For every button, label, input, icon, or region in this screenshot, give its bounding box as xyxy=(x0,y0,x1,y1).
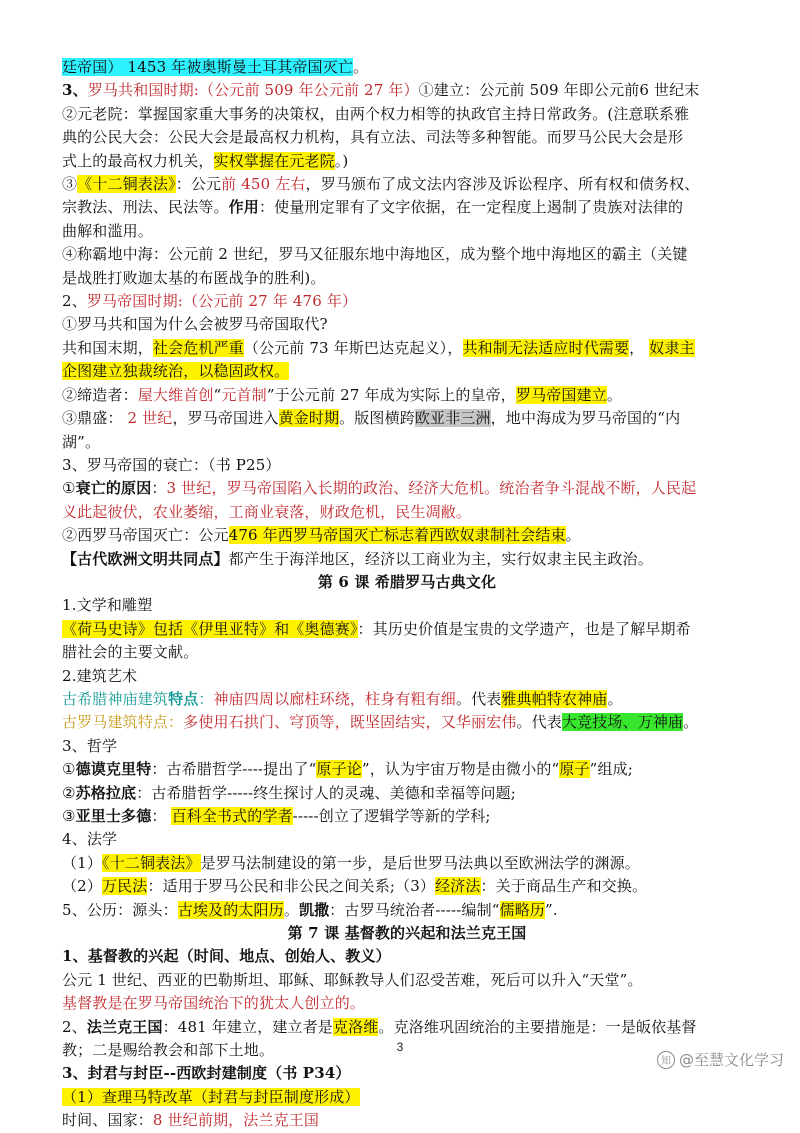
text-segment: 凯撒 xyxy=(298,900,330,919)
text-line xyxy=(62,594,752,617)
text-segment: 。 xyxy=(683,713,699,732)
text-segment: 2、 xyxy=(62,1017,87,1036)
text-segment: “ xyxy=(213,385,222,404)
text-segment: ：其历史价值是宝贵的文学遗产，也是了解早期希 xyxy=(357,619,691,638)
text-segment: 。 xyxy=(283,900,299,919)
text-line xyxy=(62,431,752,454)
text-segment: 。 xyxy=(607,689,623,708)
text-segment: 。 xyxy=(565,526,581,545)
text-segment: ①罗马共和国为什么会被罗马帝国取代? xyxy=(62,315,328,334)
page-number: 3 xyxy=(396,1040,404,1054)
text-segment: 4、法学 xyxy=(62,830,118,849)
text-line xyxy=(62,267,752,290)
text-segment: ，地中海成为罗马帝国的“内 xyxy=(490,409,681,428)
text-segment: 义此起彼伏，农业萎缩，工商业衰落，财政危机，民生凋敝。 xyxy=(62,502,472,521)
text-line xyxy=(62,220,752,243)
text-line xyxy=(62,641,752,664)
text-line xyxy=(62,243,752,266)
text-segment: -----创立了逻辑学等新的学科; xyxy=(292,807,491,825)
text-segment: 亚里士多德 xyxy=(75,807,152,825)
text-segment: 法兰克王国 xyxy=(86,1017,163,1036)
text-segment: 2、 xyxy=(62,292,87,311)
text-segment: 黄金时期 xyxy=(278,409,340,428)
text-segment: 廷帝国） 1453 年被奥斯曼土耳其帝国灭亡 xyxy=(62,58,354,76)
text-line xyxy=(62,290,752,313)
text-line xyxy=(62,150,752,173)
text-segment: 腊社会的主要文献。 xyxy=(62,643,199,662)
text-segment: 苏格拉底 xyxy=(75,783,137,802)
text-line xyxy=(62,945,752,968)
watermark xyxy=(657,1049,784,1070)
text-line xyxy=(62,524,752,547)
text-segment: 企图建立独裁统治，以稳固政权。 xyxy=(62,362,290,381)
text-line xyxy=(62,313,752,336)
text-segment: ②西罗马帝国灭亡：公元 xyxy=(62,526,229,545)
text-segment: 1、基督教的兴起（时间、地点、创始人、教义） xyxy=(62,947,391,966)
text-line xyxy=(62,688,752,711)
text-segment: 5、公历：源头： xyxy=(62,900,178,919)
text-segment: ，罗马帝国进入 xyxy=(172,409,279,428)
text-segment: ：关于商品生产和交换。 xyxy=(480,877,648,896)
text-segment: ”，认为宇宙万物是由微小的“ xyxy=(361,760,560,779)
text-segment: 3、封君与封臣--西欧封建制度（书 P34） xyxy=(62,1064,351,1083)
text-segment: ②缔造者： xyxy=(62,385,138,404)
text-segment: 2.建筑艺术 xyxy=(62,666,138,685)
text-segment: 元首制 xyxy=(221,385,267,404)
text-line xyxy=(62,711,752,734)
text-segment: 罗马帝国时期:（公元前 27 年 476 年） xyxy=(86,292,358,311)
text-segment: 大竞技场、万神庙 xyxy=(561,713,684,732)
text-segment: ”. xyxy=(545,900,558,919)
text-line xyxy=(62,828,752,851)
text-segment: ：使量刑定罪有了文字依据，在一定程度上遏制了贵族对法律的 xyxy=(258,198,684,217)
text-segment: 476 年西罗马帝国灭亡标志着西欧奴隶制社会结束 xyxy=(228,526,566,545)
text-segment: 3、哲学 xyxy=(62,736,118,755)
text-line xyxy=(62,56,752,79)
text-segment: ，罗马颁布了成文法内容涉及诉讼程序、所有权和债务权、 xyxy=(305,175,700,194)
text-line xyxy=(62,1086,752,1109)
text-segment: 雅典帕特农神庙 xyxy=(501,689,608,708)
text-segment: 《荷马史诗》包括《伊里亚特》和《奥德赛》 xyxy=(62,619,358,638)
text-segment: ， xyxy=(629,338,650,357)
text-line xyxy=(62,969,752,992)
text-segment: 。 xyxy=(353,58,369,76)
text-line xyxy=(62,126,752,149)
text-segment: ②元老院：掌握国家重大事务的决策权，由两个权力相等的执政官主持日常政务。(注意联系雅 xyxy=(62,104,690,123)
text-line xyxy=(62,875,752,898)
text-segment: 是战胜打败迦太基的布匿战争的胜利)。 xyxy=(62,268,326,287)
text-segment: 百科全书式的学者 xyxy=(171,807,293,825)
text-segment: 社会危机严重 xyxy=(152,338,244,357)
text-segment: 2 世纪 xyxy=(127,409,173,428)
text-segment: ：古希腊哲学-----终生探讨人的灵魂、美德和幸福等问题; xyxy=(136,783,516,802)
text-line xyxy=(62,501,752,524)
text-segment: 古罗马建筑特点： xyxy=(62,713,184,732)
text-line xyxy=(62,454,752,477)
text-segment: 第 7 课 基督教的兴起和法兰克王国 xyxy=(287,924,527,943)
text-segment: ：古罗马统治者-----编制“ xyxy=(329,900,500,919)
text-segment: ：481 年建立，建立者是 xyxy=(162,1017,333,1036)
text-segment: 。克洛维巩固统治的主要措施是：一是皈依基督 xyxy=(378,1017,697,1036)
text-segment: ①建立：公元前 509 年即公元前6 世纪末 xyxy=(418,81,700,100)
text-line xyxy=(62,548,752,571)
text-segment: 公元 1 世纪、西亚的巴勒斯坦、耶稣、耶稣教导人们忍受苦难，死后可以升入“天堂”。 xyxy=(62,970,643,989)
text-segment: 罗马共和国时期:（公元前 509 年公元前 27 年） xyxy=(87,81,419,100)
text-segment: 3、 xyxy=(62,81,88,100)
text-segment: 湖”。 xyxy=(62,432,101,451)
text-segment: 时间、国家： xyxy=(62,1111,153,1130)
text-segment: 典的公民大会：公民大会是最高权力机构，具有立法、司法等多种智能。而罗马公民大会是形 xyxy=(62,128,684,147)
text-segment: 经济法 xyxy=(435,877,481,896)
text-segment: ③ xyxy=(62,175,78,194)
text-segment: 欧亚非三洲 xyxy=(414,409,491,428)
text-line xyxy=(62,337,752,360)
text-segment: 罗马帝国建立 xyxy=(515,385,607,404)
text-segment: 基督教是在罗马帝国统治下的犹太人创立的。 xyxy=(62,994,366,1013)
text-segment: 8 世纪前期，法兰克王国 xyxy=(152,1111,320,1130)
text-segment: ③鼎盛： xyxy=(62,409,128,428)
text-segment: 曲解和滥用。 xyxy=(62,221,153,240)
document-body xyxy=(62,56,752,1133)
text-line xyxy=(62,1062,752,1085)
text-segment: 实权掌握在元老院 xyxy=(213,151,335,170)
text-segment: ”于公元前 27 年成为实际上的皇帝， xyxy=(266,385,516,404)
section-heading xyxy=(62,922,752,945)
text-segment: 奴隶主 xyxy=(649,338,695,357)
text-segment: 。代表 xyxy=(455,689,502,708)
text-line xyxy=(62,103,752,126)
text-line xyxy=(62,618,752,641)
text-segment: 原子论 xyxy=(316,760,362,779)
text-line xyxy=(62,735,752,758)
text-segment: 德谟克里特 xyxy=(75,760,152,779)
text-segment: ： xyxy=(198,689,214,708)
text-segment: 原子 xyxy=(559,760,590,779)
text-segment: ： xyxy=(151,479,167,498)
text-segment: 作用 xyxy=(228,198,259,217)
text-segment: （1）查理马特改革（封君与封臣制度形成） xyxy=(62,1087,360,1106)
text-segment: 衰亡的原因 xyxy=(75,479,152,498)
text-segment: 【古代欧洲文明共同点】 xyxy=(62,549,229,568)
text-segment: （2） xyxy=(62,877,102,896)
text-segment: 特点 xyxy=(168,689,199,708)
text-segment: 第 6 课 希腊罗马古典文化 xyxy=(317,572,497,591)
text-segment: 共和国末期， xyxy=(62,338,153,357)
text-line xyxy=(62,992,752,1015)
text-segment: ① xyxy=(62,479,76,498)
text-segment: 多使用石拱门、穹顶等，既坚固结实，又华丽宏伟 xyxy=(183,713,517,732)
text-line xyxy=(62,782,752,805)
text-segment: 古埃及的太阳历 xyxy=(177,900,284,919)
text-line xyxy=(62,1109,752,1132)
text-segment: 。版图横跨 xyxy=(339,409,415,428)
text-segment: ”组成; xyxy=(589,760,633,779)
text-line xyxy=(62,360,752,383)
text-segment: 教；二是赐给教会和部下土地。 xyxy=(62,1041,275,1060)
text-line xyxy=(62,477,752,500)
text-line xyxy=(62,1016,752,1039)
text-segment: 。 xyxy=(606,385,623,404)
zhihu-logo-icon: 知 xyxy=(657,1051,675,1069)
text-segment: ③ xyxy=(62,807,76,825)
text-line xyxy=(62,899,752,922)
text-segment: 共和制无法适应时代需要 xyxy=(462,338,630,357)
text-segment: ① xyxy=(62,760,76,779)
text-segment: 古希腊神庙建筑 xyxy=(62,689,169,708)
text-line xyxy=(62,384,752,407)
text-segment: 宗教法、刑法、民法等。 xyxy=(62,198,229,217)
text-segment: 。) xyxy=(334,151,349,170)
text-segment: 。代表 xyxy=(516,713,562,732)
text-segment: 前 450 左右 xyxy=(221,175,306,194)
text-line xyxy=(62,665,752,688)
text-segment: 神庙四周以廊柱环绕，柱身有粗有细 xyxy=(213,689,456,708)
text-segment: ：公元 xyxy=(175,175,222,194)
text-segment: ：适用于罗马公民和非公民之间关系;（3） xyxy=(147,877,436,896)
text-segment: 克洛维 xyxy=(332,1017,379,1036)
text-segment: 式上的最高权力机关， xyxy=(62,151,214,170)
text-segment: 1.文学和雕塑 xyxy=(62,596,153,615)
text-segment: 屋大维首创 xyxy=(137,385,214,404)
watermark-text: @至慧文化学习 xyxy=(678,1051,784,1069)
text-segment: 儒略历 xyxy=(499,900,545,919)
text-segment: 3、罗马帝国的衰亡：（书 P25） xyxy=(62,455,281,474)
text-line xyxy=(62,407,752,430)
text-segment: 《十二铜表法》 xyxy=(77,175,176,194)
text-segment: ② xyxy=(62,783,76,802)
text-segment: 万民法 xyxy=(102,877,148,896)
text-line xyxy=(62,79,752,102)
text-line xyxy=(62,196,752,219)
text-segment: （1） xyxy=(62,853,102,872)
text-segment: （公元前 73 年斯巴达克起义）， xyxy=(243,338,463,357)
text-segment: 3 世纪，罗马帝国陷入长期的政治、经济大危机。统治者争斗混战不断，人民起 xyxy=(166,479,697,498)
section-heading xyxy=(62,571,752,594)
text-line xyxy=(62,805,752,828)
text-line xyxy=(62,758,752,781)
text-segment: 《十二铜表法》 xyxy=(102,853,201,872)
text-segment: 是罗马法制建设的第一步，是后世罗马法典以至欧洲法学的渊源。 xyxy=(200,853,640,872)
text-segment: ： xyxy=(151,807,172,825)
text-segment: 都产生于海洋地区，经济以工商业为主，实行奴隶主民主政治。 xyxy=(228,549,653,568)
text-segment: ④称霸地中海：公元前 2 世纪，罗马又征服东地中海地区，成为整个地中海地区的霸主（关键 xyxy=(62,245,688,264)
text-line xyxy=(62,173,752,196)
text-segment: ：古希腊哲学----提出了“ xyxy=(151,760,317,779)
text-line xyxy=(62,852,752,875)
